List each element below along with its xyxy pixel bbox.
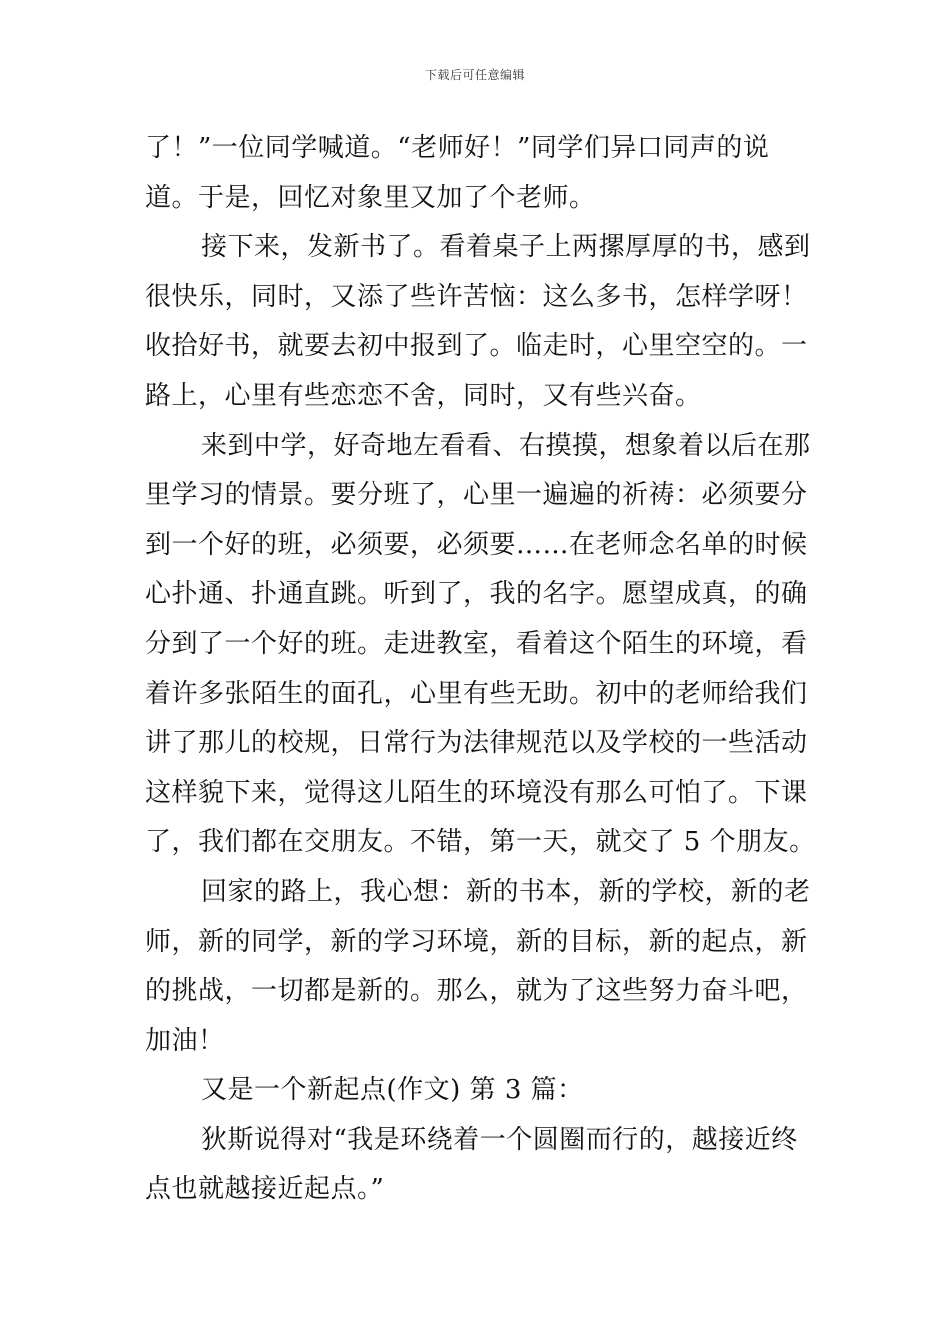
text-line-11: 分到了一个好的班。走进教室，看着这个陌生的环境，看 [145,628,808,659]
text-line-13: 讲了那儿的校规，日常行为法律规范以及学校的一些活动 [145,728,808,759]
text-line-14: 这样貌下来，觉得这儿陌生的环境没有那么可怕了。下课 [145,777,808,808]
section-title: 又是一个新起点(作文) 第 3 篇： [201,1075,584,1106]
text-line-12: 着许多张陌生的面孔，心里有些无助。初中的老师给我们 [145,678,808,709]
page-header: 下载后可任意编辑 [424,68,525,82]
text-line-1: 了！”一位同学喊道。“老师好！”同学们异口同声的说 [145,133,770,163]
text-line-15: 了，我们都在交朋友。不错，第一天，就交了 5 个朋友。 [145,827,816,858]
text-line-6: 路上，心里有些恋恋不舍，同时，又有些兴奋。 [145,380,702,411]
text-line-19: 加油！ [145,1025,225,1056]
text-line-18: 的挑战，一切都是新的。那么，就为了这些努力奋斗吧， [145,976,808,1007]
text-line-22: 点也就越接近起点。” [145,1174,385,1205]
text-line-10: 心扑通、扑通直跳。听到了，我的名字。愿望成真，的确 [145,579,808,610]
text-line-8: 里学习的情景。要分班了，心里一遍遍的祈祷：必须要分 [145,480,808,511]
document-body [145,124,816,1215]
text-line-7: 来到中学，好奇地左看看、右摸摸，想象着以后在那 [201,430,811,461]
text-line-5: 收拾好书，就要去初中报到了。临走时，心里空空的。一 [145,331,808,362]
text-line-21: 狄斯说得对“我是环绕着一个圆圈而行的，越接近终 [201,1124,798,1155]
text-line-4: 很快乐，同时，又添了些许苦恼：这么多书，怎样学呀！ [145,281,808,312]
text-line-3: 接下来，发新书了。看着桌子上两摞厚厚的书，感到 [201,232,811,263]
text-line-2: 道。于是，回忆对象里又加了个老师。 [145,182,596,213]
text-line-17: 师，新的同学，新的学习环境，新的目标，新的起点，新 [145,926,808,957]
text-line-16: 回家的路上，我心想：新的书本，新的学校，新的老 [201,876,811,907]
text-line-9: 到一个好的班，必须要，必须要……在老师念名单的时候 [145,529,808,560]
